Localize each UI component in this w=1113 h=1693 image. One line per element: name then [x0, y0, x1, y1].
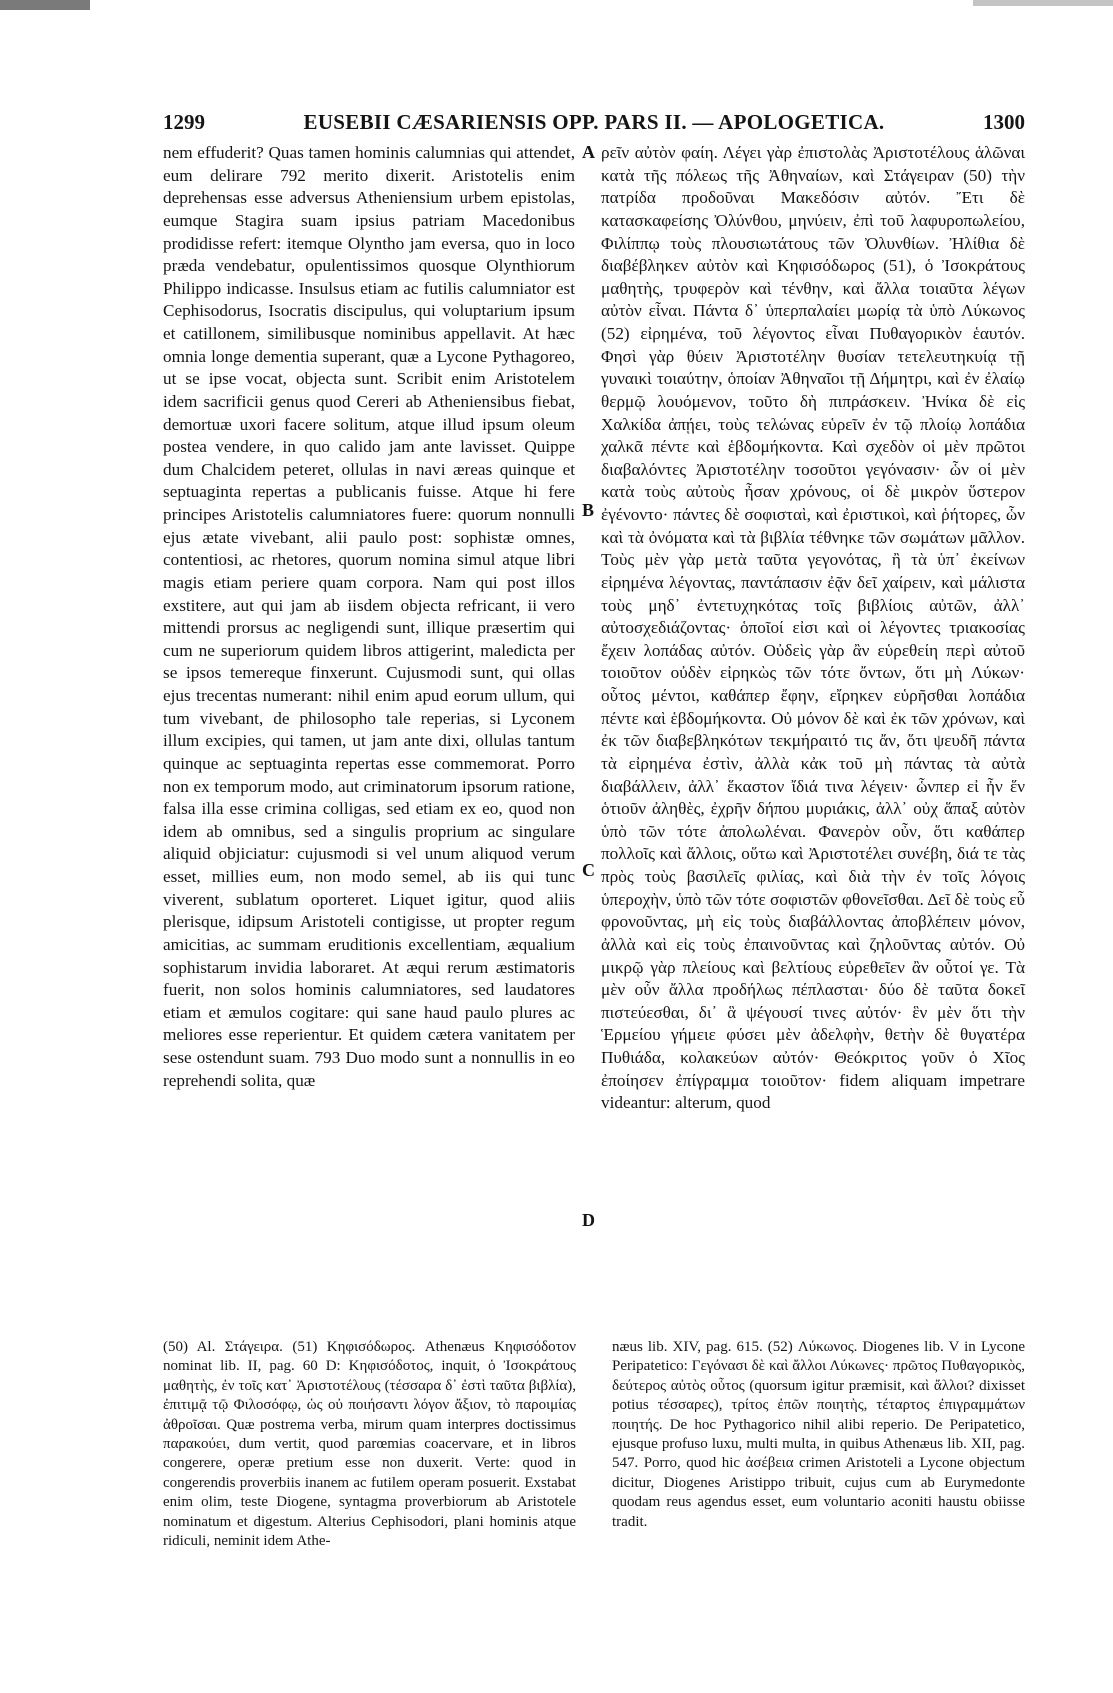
scan-edge-artifact	[0, 0, 90, 10]
latin-text: nem effuderit? Quas tamen hominis calumnias qui attendet, eum delirare 792 merito dixerit. Aristotelis enim deprehensas esse adversus Atheniensium urbem epistolas, eumque Stagira suam ipsius patriam Macedonibus prodidisse refert: itemque Olyntho jam eversa, quo in loco præda vendebatur, opulentissimos quosque Olynthiorum Philippo indicasse. Insulsus etiam ac futilis calumniator est Cephisodorus, Isocratis discipulus, qui voluptarium ipsum et catillonem, similibusque nominibus appellavit. At hæc omnia longe dementia superant, quæ a Lycone Pythagoreo, ut se ipse vocat, objecta sunt. Scribit enim Aristotelem idem sacrificii genus quod Cereri ab Atheniensibus fiebat, demortuæ uxori facere solitum, atque illud ipsum oleum postea vendere, in quo calido jam ante lavisset. Quippe dum Chalcidem peteret, ollulas in navi æreas quinque et septuaginta repertas a publicanis fuisse. Atque hi fere principes Aristotelis calumniatores fuere: quorum nonnulli ejus ætate vivebant, alii paulo post: sophistæ omnes, contentiosi, ac rhetores, quorum nomina simul atque libri magis etiam periere quam corpora. Nam qui post illos exstitere, aut qui jam ab iisdem objecta refricant, ii vero mittendi prorsus ac negligendi sunt, illique præsertim qui cum ne superiorum quidem libros attigerint, maledicta per se ipsos temereque finxerunt. Cujusmodi sunt, qui ollas ejus trecentas numerant: nihil enim apud eorum ullum, qui tum vivebant, de philosopho tale reperias, si Lyconem illum excipies, qui tamen, ut jam ante dixi, ollulas tantum quinque ac septuaginta repertas esse commemorat. Porro non ex temporum modo, aut criminatorum ipsorum ratione, falsa illa esse crimina colligas, sed etiam ex eo, quod non idem ab omnibus, sed a singulis proprium ac singulare aliquid objiciatur: cujusmodi si vel unum aliquod verum esset, millies eum, non modo semel, ab iis qui tunc viverent, sublatum oporteret. Liquet igitur, quod aliis plerisque, idipsum Aristoteli contigisse, ut propter regum amicitias, ac summam eruditionis excellentiam, æqualium sophistarum invidia laboraret. At æqui rerum æstimatoris fuerit, non solos hominis calumniatores, sed laudatores etiam et æmulos cogitare: qui sane haud paulo plures ac meliores esse reperientur. Et quidem cætera vanitatem per sese ostendunt suam. 793 Duo modo sunt a nonnullis in eo reprehendi solita, quæ	[163, 143, 575, 1090]
page-number-left: 1299	[163, 110, 205, 134]
margin-marker-c: C	[582, 860, 595, 880]
margin-marker-d: D	[582, 1210, 595, 1230]
page-number-right: 1300	[983, 110, 1025, 134]
footnotes-right	[612, 1338, 1025, 1532]
footnotes-left	[163, 1338, 576, 1551]
latin-column	[163, 142, 575, 1092]
margin-marker-b: B	[582, 500, 595, 520]
greek-text: ρεῖν αὐτὸν φαίη. Λέγει γὰρ ἐπιστολὰς Ἀριστοτέλους ἁλῶναι κατὰ τῆς πόλεως τῆς Ἀθηναίων, καὶ Στάγειραν (50) τὴν πατρίδα προδοῦναι Μακεδόσιν αὐτόν. Ἔτι δὲ κατασκαφείσης Ὀλύνθου, μηνύειν, ἐπὶ τοῦ λαφυροπωλείου, Φιλίππῳ τοὺς πλουσιωτάτους τῶν Ὀλυνθίων. Ἠλίθια δὲ διαβέβληκεν αὐτὸν καὶ Κηφισόδωρος (51), ὁ Ἰσοκράτους μαθητὴς, τρυφερὸν καὶ τένθην, καὶ ἄλλα τοιαῦτα λέγων αὐτὸν εἶναι. Πάντα δ᾽ ὑπερπαλαίει μωρίᾳ τὰ ὑπὸ Λύκωνος (52) εἰρημένα, τοῦ λέγοντος εἶναι Πυθαγορικὸν ἑαυτόν. Φησὶ γὰρ θύειν Ἀριστοτέλην θυσίαν τετελευτηκυίᾳ τῇ γυναικὶ τοιαύτην, ὁποίαν Ἀθηναῖοι τῇ Δήμητρι, καὶ ἐν ἐλαίῳ θερμῷ λουόμενον, τοῦτο δὴ πιπράσκειν. Ἠνίκα δὲ εἰς Χαλκίδα ἀπῄει, τοὺς τελώνας εὑρεῖν ἐν τῷ πλοίῳ λοπάδια χαλκᾶ πέντε καὶ ἑβδομήκοντα. Καὶ σχεδὸν οἱ μὲν πρῶτοι διαβαλόντες Ἀριστοτέλην τοσοῦτοι γεγόνασιν· ὧν οἱ μὲν κατὰ τοὺς αὐτοὺς ἦσαν χρόνους, οἱ δὲ μικρὸν ὕστερον ἐγένοντο· πάντες δὲ σοφισταὶ, καὶ ἐριστικοὶ, καὶ ῥήτορες, ὧν καὶ τὰ ὀνόματα καὶ τὰ βιβλία τέθνηκε τῶν σωμάτων μᾶλλον. Τοὺς μὲν γὰρ μετὰ ταῦτα γεγονότας, ἢ τὰ ὑπ᾽ ἐκείνων εἰρημένα λέγοντας, παντάπασιν ἐᾷν δεῖ χαίρειν, καὶ μάλιστα τοὺς μηδ᾽ ἐντετυχηκότας τοῖς βιβλίοις αὐτῶν, ἀλλ᾽ αὐτοσχεδιάζοντας· ὁποῖοί εἰσι καὶ οἱ λέγοντες τριακοσίας ἔχειν λοπάδας αὐτόν. Οὐδεὶς γὰρ ἂν εὑρεθείη περὶ αὐτοῦ τοιοῦτον οὐδὲν εἰρηκὼς τῶν τότε ὄντων, ὅτι μὴ Λύκων· οὗτος μέντοι, καθάπερ ἔφην, εἴρηκεν εὑρῆσθαι λοπάδια πέντε καὶ ἑβδομήκοντα. Οὐ μόνον δὲ καὶ ἐκ τῶν χρόνων, καὶ ἐκ τῶν διαβεβληκότων τεκμήραιτό τις ἄν, ὅτι ψευδῆ πάντα τὰ εἰρημένα ἐστὶν, ἀλλὰ κἀκ τοῦ μὴ πάντας τὰ αὐτὰ διαβάλλειν, ἀλλ᾽ ἕκαστον ἴδιά τινα λέγειν· ὧνπερ εἰ ἦν ἕν ὁτιοῦν ἀληθὲς, ἐχρῆν δήπου μυριάκις, ἀλλ᾽ οὐχ ἅπαξ αὐτὸν ὑπὸ τῶν τότε ἀπολωλέναι. Φανερὸν οὖν, ὅτι καθάπερ πολλοῖς καὶ ἄλλοις, οὕτω καὶ Ἀριστοτέλει συνέβη, διά τε τὰς πρὸς τοὺς βασιλεῖς φιλίας, καὶ διὰ τὴν ἐν τοῖς λόγοις ὑπεροχὴν, ὑπὸ τῶν τότε σοφιστῶν φθονεῖσθαι. Δεῖ δὲ τοὺς εὖ φρονοῦντας, μὴ εἰς τοὺς διαβάλλοντας ἀποβλέπειν μόνον, ἀλλὰ καὶ εἰς τοὺς ἐπαινοῦντας καὶ ζηλοῦντας αὐτόν. Οὐ μικρῷ γὰρ πλείους καὶ βελτίους εὑρεθεῖεν ἂν οὗτοί γε. Τὰ μὲν οὖν ἄλλα προδήλως πέπλασται· δύο δὲ ταῦτα δοκεῖ πιστεύεσθαι, δι᾽ ἃ ψέγουσί τινες αὐτόν· ἓν μὲν ὅτι τὴν Ἑρμείου γήμειε φύσει μὲν ἀδελφὴν, θετὴν δὲ θυγατέρα Πυθιάδα, κολακεύων αὐτόν· Θεόκριτος γοῦν ὁ Χῖος ἐποίησεν ἐπίγραμμα τοιοῦτον· fidem aliquam impetrare videantur: alterum, quod	[601, 143, 1025, 1113]
page-header	[163, 110, 1025, 142]
greek-column	[601, 142, 1025, 1115]
scan-edge-artifact-right	[973, 0, 1113, 6]
running-title: EUSEBII CÆSARIENSIS OPP. PARS II. — APOLOGETICA.	[303, 110, 885, 134]
footnotes-right-text: næus lib. XIV, pag. 615. (52) Λύκωνος. Diogenes lib. V in Lycone Peripatetico: Γεγόνασι δὲ καὶ ἄλλοι Λύκωνες· πρῶτος Πυθαγορικὸς, δεύτερος αὐτὸς οὗτος (quorsum igitur præmisit, καὶ ἄλλοι? dixisset potius τέσσαρες), τρίτος ἐπῶν ποιητὴς, τέταρτος ἐπιγραμμάτων ποιητής. De hoc Pythagorico nihil alibi reperio. De Peripatetico, ejusque profuso luxu, multi multa, in quibus Athenæus lib. XII, pag. 547. Porro, quod hic ἀσέβεια crimen Aristoteli a Lycone objectum dicitur, Diogenes Aristippo tribuit, cujus cum ab Eurymedonte quodam reus agendus esset, eum voluntario aconiti haustu obiisse tradit.	[612, 1339, 1025, 1530]
margin-marker-a: A	[582, 142, 595, 162]
footnotes-left-text: (50) Al. Στάγειρα. (51) Κηφισόδωρος. Athenæus Κηφισόδοτον nominat lib. II, pag. 60 D: Κηφισόδοτος, inquit, ὁ Ἰσοκράτους μαθητὴς, ἐν τοῖς κατ᾽ Ἀριστοτέλους (τέσσαρα δ᾽ ἐστὶ ταῦτα βιβλία), ἐπιτιμᾷ τῷ Φιλοσόφῳ, ὡς οὐ ποιήσαντι λόγον ἄξιον, τὸ παροιμίας ἀθροῖσαι. Quæ postrema verba, mirum quam interpres doctissimus παρακούει, dum vertit, quod parœmias coacervare, et in libros congerere, operæ pretium esse non duxerit. Verte: quod in congerendis proverbiis inanem ac futilem operam posuerit. Exstabat enim olim, teste Diogene, syntagma proverbiorum ab Aristotele nominatum et digestum. Alterius Cephisodori, plani hominis atque ridiculi, neminit idem Athe-	[163, 1339, 576, 1550]
